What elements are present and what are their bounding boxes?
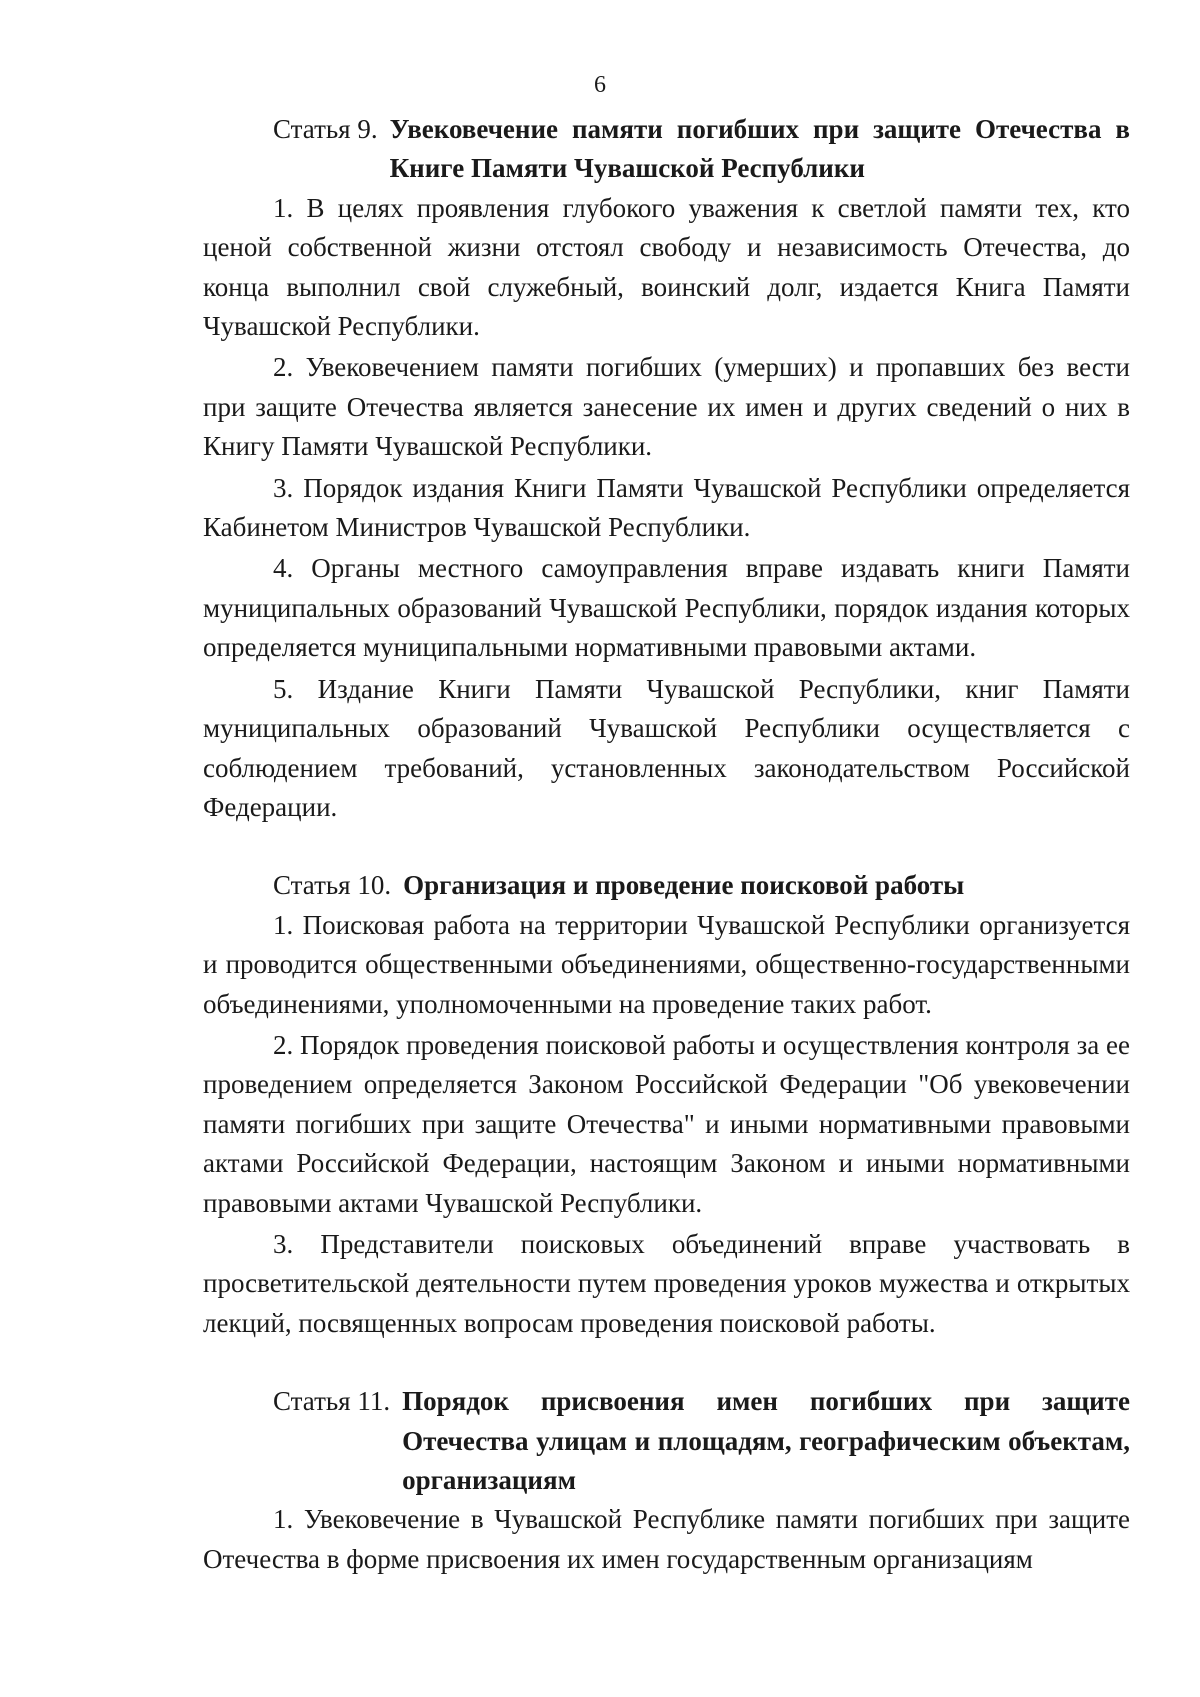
article-9-paragraph-1: 1. В целях проявления глубокого уважения к светлой памяти тех, кто ценой собственной жизни отстоял свободу и независимость Отечества, до конца выполнил свой служебный, воинский долг, издается Книга Памяти Чувашской Республики. <box>203 192 1130 342</box>
page-number: 6 <box>594 72 606 98</box>
article-11 <box>203 1382 1130 1579</box>
article-10 <box>203 866 1130 1343</box>
article-9-label: Статья 9. <box>273 114 378 144</box>
article-11-paragraph-1: 1. Увековечение в Чувашской Республике памяти погибших при защите Отечества в форме присвоения их имен государственным организациям <box>203 1504 1130 1574</box>
article-10-title: Организация и проведение поисковой работы <box>403 870 965 901</box>
article-10-label: Статья 10. <box>273 870 392 901</box>
article-10-heading <box>203 866 1130 905</box>
article-9-heading <box>203 110 1130 189</box>
article-11-label: Статья 11. <box>273 1386 391 1417</box>
article-9-paragraph-4: 4. Органы местного самоуправления вправе издавать книги Памяти муниципальных образований Чувашской Республики, порядок издания которых определяется муниципальными нормативными правовыми актами. <box>203 553 1130 663</box>
article-11-heading <box>203 1382 1130 1500</box>
article-9-paragraph-5: 5. Издание Книги Памяти Чувашской Республики, книг Памяти муниципальных образований Чувашской Республики осуществляется с соблюдением требований, установленных законодательством Российской Федерации. <box>203 673 1130 822</box>
article-10-paragraph-3: 3. Представители поисковых объединений вправе участвовать в просветительской деятельности путем проведения уроков мужества и открытых лекций, посвященных вопросам проведения поисковой работы. <box>203 1228 1130 1338</box>
article-9-paragraph-2: 2. Увековечением памяти погибших (умерших) и пропавших без вести при защите Отечества является занесение их имен и других сведений о них в Книгу Памяти Чувашской Республики. <box>203 352 1130 462</box>
article-9-paragraph-3: 3. Порядок издания Книги Памяти Чувашской Республики определяется Кабинетом Министров Чувашской Республики. <box>203 472 1130 543</box>
article-10-paragraph-2: 2. Порядок проведения поисковой работы и осуществления контроля за ее проведением определяется Законом Российской Федерации "Об увековечении памяти погибших при защите Отечества" и иными нормативными правовыми актами Российской Федерации, настоящим Законом и иными нормативными правовыми актами Чувашской Республики. <box>203 1029 1130 1218</box>
document-body <box>203 110 1130 1579</box>
article-11-title: Порядок присвоения имен погибших при защите Отечества улицам и площадям, географическим объектам, организациям <box>402 1386 1130 1495</box>
article-9-title: Увековечение памяти погибших при защите Отечества в Книге Памяти Чувашской Республики <box>389 114 1130 184</box>
article-10-paragraph-1: 1. Поисковая работа на территории Чувашской Республики организуется и проводится общественными объединениями, общественно-государственными объединениями, уполномоченными на проведение таких работ. <box>203 909 1130 1019</box>
article-9 <box>203 110 1130 827</box>
